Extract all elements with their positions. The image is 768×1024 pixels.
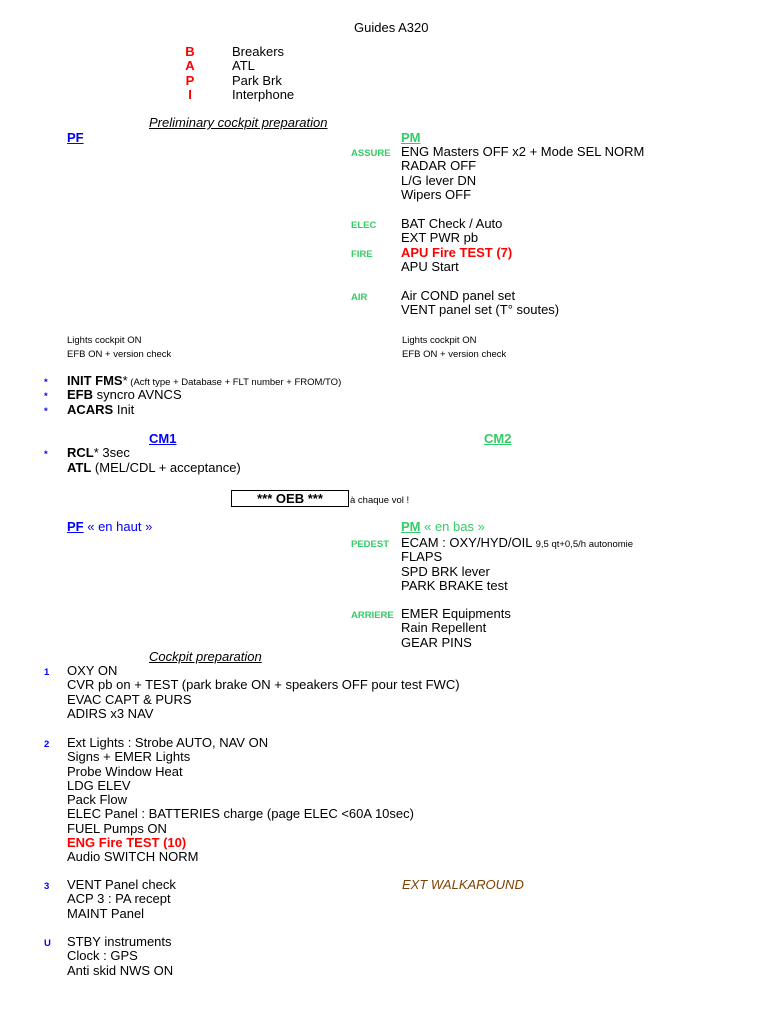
- bapi-letter: A: [185, 58, 195, 74]
- list-item: ELEC Panel : BATTERIES charge (page ELEC <60A 10sec): [67, 806, 414, 822]
- pm-label[interactable]: PM: [401, 130, 421, 145]
- list-item: OXY ON: [67, 663, 118, 678]
- acars-label: ACARS: [67, 402, 114, 417]
- fire-tag: FIRE: [351, 249, 373, 260]
- arriere-list: [401, 607, 511, 650]
- pf-flow-label[interactable]: PF: [67, 519, 84, 534]
- group1-list: [67, 664, 460, 721]
- rcl-label: RCL: [67, 445, 94, 460]
- list-item: Audio SWITCH NORM: [67, 849, 199, 865]
- bapi-item: Breakers: [232, 44, 285, 59]
- cm2-label[interactable]: CM2: [484, 431, 512, 446]
- list-item: VENT panel set (T° soutes): [401, 302, 560, 318]
- list-item: ACP 3 : PA recept: [67, 891, 171, 907]
- elec-list: [401, 217, 502, 246]
- pm-flow-rest: « en bas »: [420, 519, 485, 534]
- group-number: U: [44, 938, 51, 949]
- ecam-small: 9,5 qt+0,5/h autonomie: [535, 539, 634, 550]
- list-item: BAT Check / Auto: [401, 216, 503, 231]
- list-item: RADAR OFF: [401, 158, 477, 174]
- list-item: Pack Flow: [67, 792, 127, 808]
- list-item: Signs + EMER Lights: [67, 749, 191, 765]
- list-item: Lights cockpit ON: [67, 335, 142, 346]
- group2-list: [67, 736, 414, 865]
- list-item: EVAC CAPT & PURS: [67, 691, 192, 707]
- section-heading-cockpit: Cockpit preparation: [149, 649, 262, 664]
- bullet-star: *: [44, 449, 48, 460]
- list-item: EFB ON + version check: [67, 349, 172, 361]
- list-item: Anti skid NWS ON: [67, 962, 174, 978]
- list-item: STBY instruments: [67, 934, 172, 949]
- bapi-letter: I: [188, 86, 192, 102]
- group3-list: [67, 878, 176, 921]
- efb-rest: syncro AVNCS: [93, 387, 182, 402]
- pm-flow-label[interactable]: PM: [401, 519, 421, 534]
- bullet-star: *: [44, 391, 48, 402]
- pm-flow-heading: [401, 520, 485, 534]
- list-item: Probe Window Heat: [67, 763, 183, 779]
- efb-label: EFB: [67, 387, 93, 402]
- bapi-letter: P: [185, 72, 195, 88]
- list-item: GEAR PINS: [401, 634, 472, 650]
- init-fms-label: INIT FMS: [67, 373, 123, 388]
- list-item: APU Fire TEST (7): [401, 245, 513, 260]
- elec-tag: ELEC: [351, 220, 377, 231]
- init-fms-note: (Acft type + Database + FLT number + FROM/TO): [127, 377, 342, 388]
- air-tag: AIR: [351, 292, 368, 303]
- pf-lights: [67, 334, 171, 363]
- bapi-letters: [183, 45, 197, 102]
- list-item: EFB ON + version check: [402, 349, 507, 361]
- assure-list: [401, 145, 644, 202]
- bapi-item: Interphone: [232, 86, 295, 102]
- list-item: Rain Repellent: [401, 620, 487, 636]
- bapi-letter: B: [185, 44, 195, 59]
- list-item: MAINT Panel: [67, 905, 145, 921]
- section-heading-preliminary: Preliminary cockpit preparation: [149, 115, 328, 130]
- list-item: ENG Masters OFF x2 + Mode SEL NORM: [401, 144, 645, 159]
- pf-flow-rest: « en haut »: [83, 519, 153, 534]
- init-fms-star: *: [122, 373, 128, 388]
- pedest-list: [401, 536, 633, 593]
- efb-line: [67, 388, 182, 402]
- list-item: EXT PWR pb: [401, 230, 479, 246]
- acars-line: [67, 403, 134, 417]
- groupU-list: [67, 935, 173, 978]
- list-item: Clock : GPS: [67, 948, 138, 964]
- list-item: Ext Lights : Strobe AUTO, NAV ON: [67, 735, 269, 750]
- list-item: SPD BRK lever: [401, 563, 490, 579]
- list-item: EMER Equipments: [401, 606, 511, 621]
- pf-flow-heading: [67, 520, 152, 534]
- cm1-label[interactable]: CM1: [149, 431, 177, 446]
- atl-rest: (MEL/CDL + acceptance): [91, 460, 241, 475]
- pf-label[interactable]: PF: [67, 130, 84, 145]
- group-number: 1: [44, 667, 50, 678]
- list-item: FUEL Pumps ON: [67, 820, 167, 836]
- air-list: [401, 289, 559, 318]
- list-item: [401, 536, 633, 550]
- assure-tag: ASSURE: [351, 148, 391, 159]
- list-item: APU Start: [401, 259, 459, 275]
- list-item: Air COND panel set: [401, 288, 516, 303]
- list-item: LDG ELEV: [67, 777, 131, 793]
- ext-walkaround: EXT WALKAROUND: [402, 877, 524, 892]
- acars-rest: Init: [113, 402, 135, 417]
- atl-label: ATL: [67, 460, 92, 475]
- pedest-tag: PEDEST: [351, 539, 390, 550]
- list-item: L/G lever DN: [401, 172, 477, 188]
- ecam-main: ECAM : OXY/HYD/OIL: [401, 535, 536, 550]
- list-item: PARK BRAKE test: [401, 577, 508, 593]
- arriere-tag: ARRIERE: [351, 610, 394, 621]
- rcl-rest: * 3sec: [93, 445, 130, 460]
- list-item: ENG Fire TEST (10): [67, 835, 187, 851]
- bullet-star: *: [44, 406, 48, 417]
- list-item: VENT Panel check: [67, 877, 176, 892]
- rcl-line: [67, 446, 130, 460]
- atl-line: [67, 461, 241, 475]
- bapi-item: ATL: [232, 58, 255, 74]
- bapi-item: Park Brk: [232, 72, 282, 88]
- list-item: Lights cockpit ON: [402, 335, 477, 346]
- bullet-star: *: [44, 377, 48, 388]
- group-number: 3: [44, 881, 50, 892]
- list-item: Wipers OFF: [401, 186, 472, 202]
- pm-lights: [402, 334, 506, 363]
- page-title: Guides A320: [354, 20, 429, 35]
- fire-list: [401, 246, 512, 275]
- bapi-items: [232, 45, 294, 102]
- list-item: ADIRS x3 NAV: [67, 705, 154, 721]
- list-item: CVR pb on + TEST (park brake ON + speakers OFF pour test FWC): [67, 677, 460, 693]
- oeb-note: à chaque vol !: [350, 495, 410, 506]
- oeb-box: *** OEB ***: [231, 490, 349, 507]
- list-item: FLAPS: [401, 549, 443, 565]
- group-number: 2: [44, 739, 50, 750]
